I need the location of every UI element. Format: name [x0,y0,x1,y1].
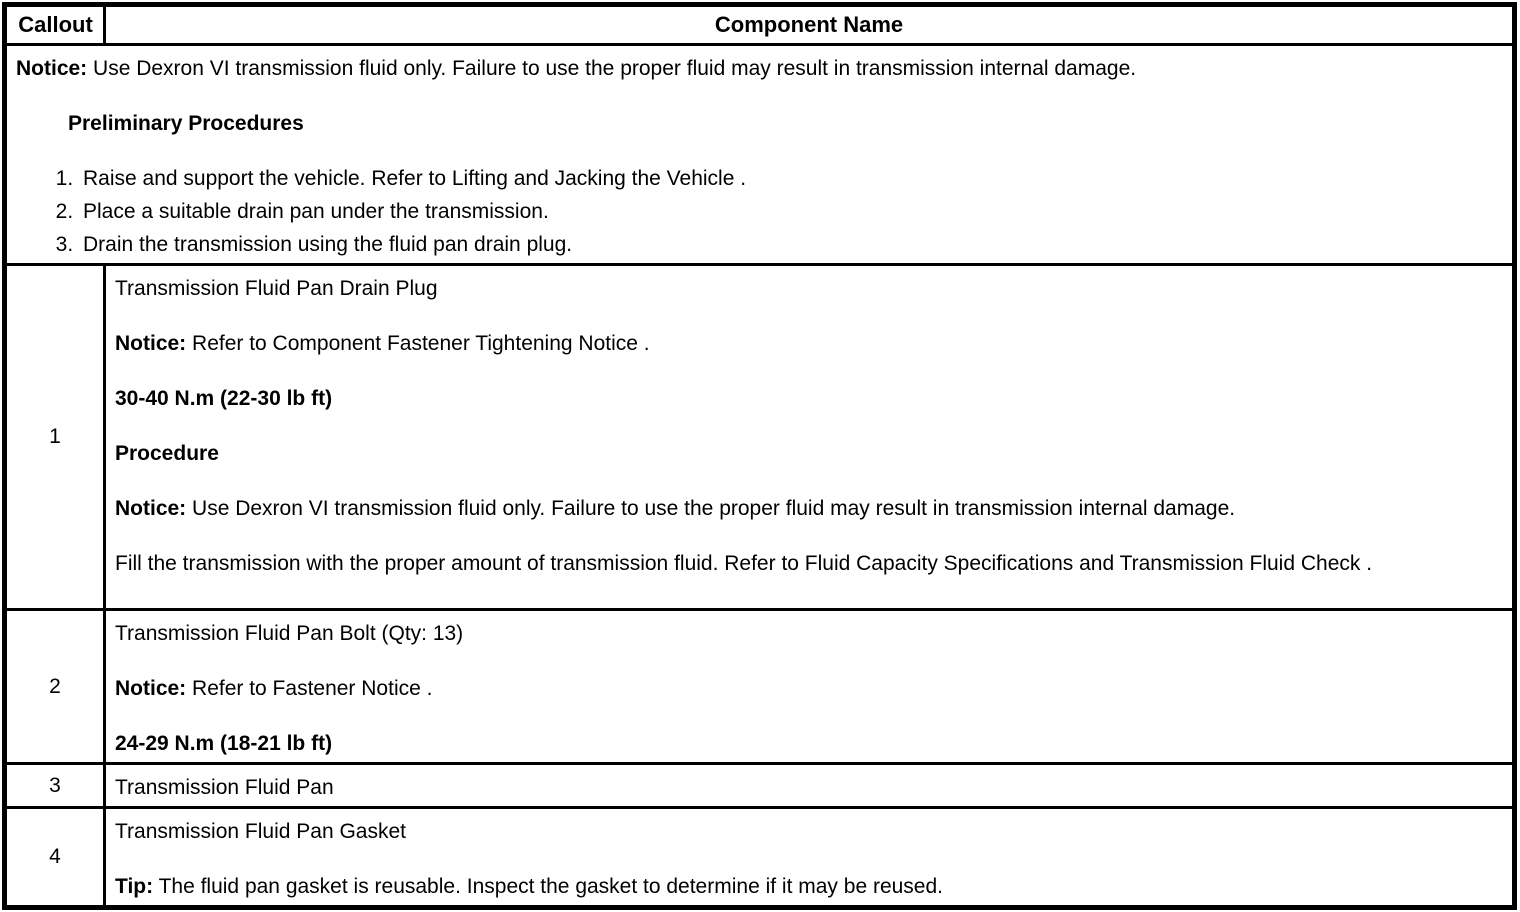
callout-number-4: 4 [5,808,105,908]
fastener-tightening-notice [115,330,1502,358]
fastener-notice [115,675,1502,703]
component-cell-2 [105,610,1515,764]
fluid-notice-paragraph [16,55,1502,83]
component-title-drain-plug [115,275,1502,303]
bold-segment: Procedure [115,442,219,465]
preliminary-info-row [5,45,1515,265]
component-cell-3 [105,764,1515,808]
bold-segment: 30-40 N.m (22-30 lb ft) [115,387,333,410]
preliminary-steps-list [16,165,1502,259]
preliminary-info-cell [5,45,1515,265]
torque-spec-pan-bolt [115,730,1502,758]
dexron-notice [115,495,1502,523]
table-row-callout-4 [5,808,1515,908]
gasket-reuse-tip [115,873,1502,901]
tip-label: Tip: [115,875,154,898]
component-cell-1 [105,265,1515,610]
step-drain-transmission: 3. Drain the transmission using the fluid pan drain plug. [79,231,1502,259]
callout-number-1: 1 [5,265,105,610]
preliminary-procedures-heading: Preliminary Procedures [68,112,304,135]
component-title-pan-bolt [115,620,1502,648]
bold-segment: 24-29 N.m (18-21 lb ft) [115,732,333,755]
procedure-heading [115,440,1502,468]
notice-label: Notice: [115,677,187,700]
component-cell-4 [105,808,1515,908]
torque-spec-drain-plug [115,385,1502,413]
callout-column-header: Callout [5,5,105,45]
table-row-callout-2 [5,610,1515,764]
fill-instruction [115,550,1502,578]
notice-label: Notice: [115,332,187,355]
table-row-callout-3 [5,764,1515,808]
text-segment: Transmission Fluid Pan [115,776,334,799]
notice-label: Notice: [16,57,88,80]
text-segment: Fill the transmission with the proper amount of transmission fluid. Refer to Fluid Capacity Specifications and Transmission Fluid Check . [115,552,1373,575]
table-header-row [5,5,1515,45]
text-segment: Transmission Fluid Pan Gasket [115,820,406,843]
component-title-fluid-pan [115,774,1502,802]
step-raise-vehicle: 1. Raise and support the vehicle. Refer to Lifting and Jacking the Vehicle . [79,165,1502,193]
callout-number-3: 3 [5,764,105,808]
table-row-callout-1 [5,265,1515,610]
step-drain-pan: 2. Place a suitable drain pan under the transmission. [79,198,1502,226]
text-segment: Refer to Fastener Notice . [186,677,433,700]
notice-text: Use Dexron VI transmission fluid only. Failure to use the proper fluid may result in transmission internal damage. [87,57,1137,80]
component-title-pan-gasket [115,818,1502,846]
text-segment: Refer to Component Fastener Tightening Notice . [186,332,650,355]
component-name-column-header: Component Name [105,5,1515,45]
text-segment: Use Dexron VI transmission fluid only. Failure to use the proper fluid may result in transmission internal damage. [186,497,1236,520]
text-segment: Transmission Fluid Pan Bolt (Qty: 13) [115,622,464,645]
text-segment: Transmission Fluid Pan Drain Plug [115,277,438,300]
component-callout-table [2,2,1517,910]
text-segment: The fluid pan gasket is reusable. Inspect the gasket to determine if it may be reused. [153,875,943,898]
callout-number-2: 2 [5,610,105,764]
notice-label: Notice: [115,497,187,520]
